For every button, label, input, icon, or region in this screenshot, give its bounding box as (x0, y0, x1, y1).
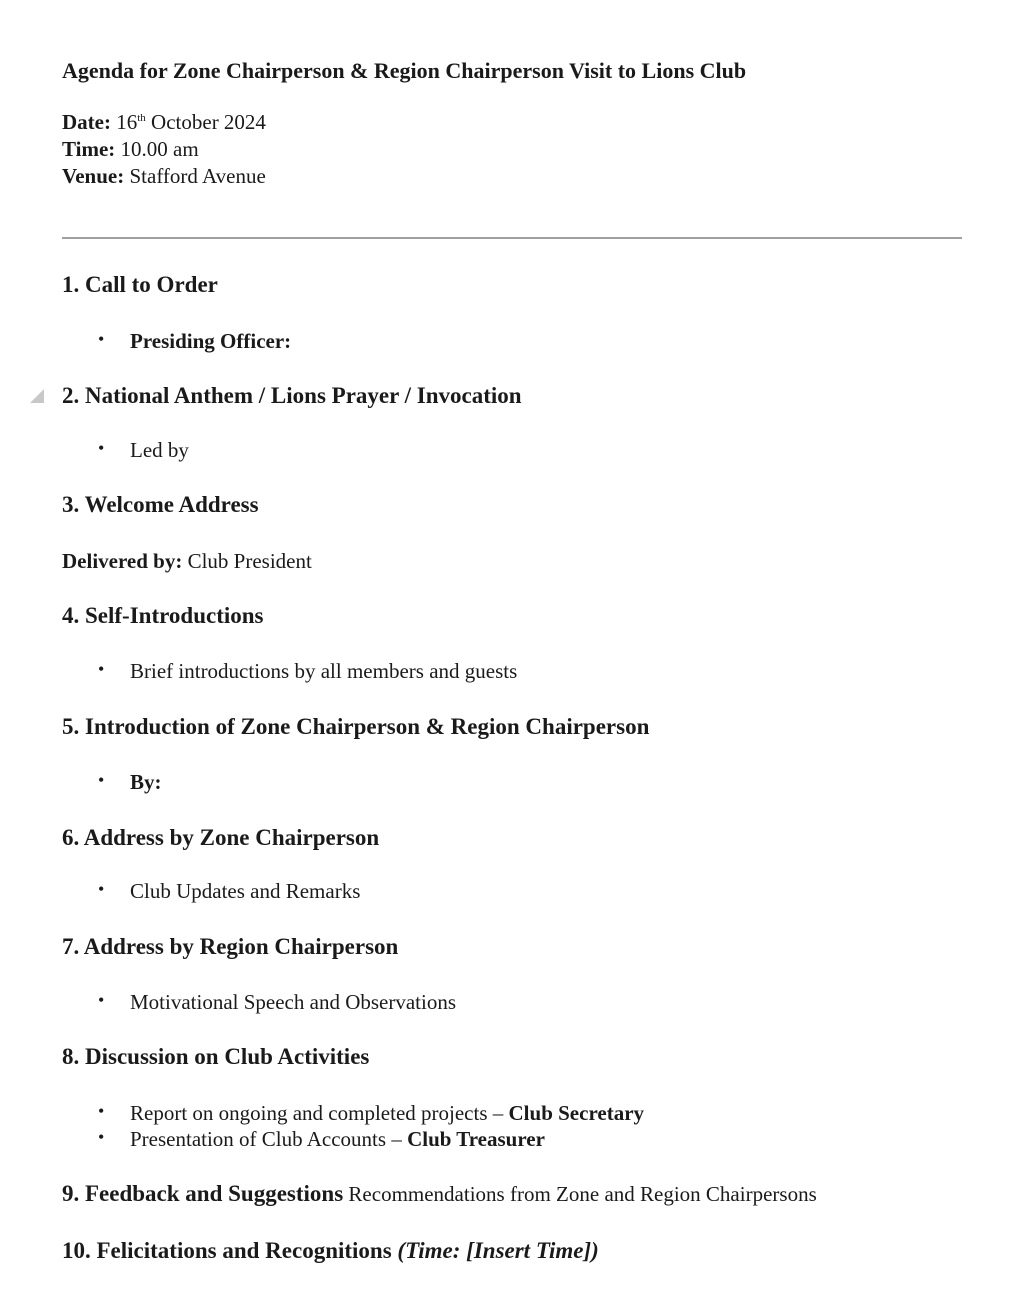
section-heading-2: 2. National Anthem / Lions Prayer / Invocation (62, 383, 522, 408)
date-rest: October 2024 (151, 110, 266, 134)
para-value: Club President (187, 549, 312, 573)
venue-label: Venue: (62, 164, 125, 188)
document-title: Agenda for Zone Chairperson & Region Chairperson Visit to Lions Club (62, 58, 747, 83)
bullet-bold: Presiding Officer: (130, 329, 292, 353)
section-heading-7: 7. Address by Region Chairperson (62, 934, 399, 959)
heading-inline-italic: (Time: [Insert Time]) (391, 1238, 599, 1263)
section-heading-9 (62, 1181, 817, 1207)
collapse-triangle-icon[interactable] (30, 389, 44, 403)
list-item (130, 770, 162, 795)
list-item (130, 1127, 545, 1152)
section-heading-3: 3. Welcome Address (62, 492, 259, 517)
heading-inline-text: Recommendations from Zone and Region Chairpersons (343, 1182, 817, 1206)
section-heading-1: 1. Call to Order (62, 272, 218, 297)
section-heading-10 (62, 1238, 599, 1264)
bullet-bold: Club Secretary (508, 1101, 645, 1125)
time-value: 10.00 am (120, 137, 199, 161)
list-item (130, 438, 189, 463)
bullet-sep: – (487, 1101, 509, 1125)
horizontal-rule (62, 237, 962, 239)
bullet-text: Presentation of Club Accounts (130, 1127, 387, 1151)
bullet-text: Report on ongoing and completed projects (130, 1101, 488, 1125)
para-label: Delivered by: (62, 549, 183, 573)
meta-venue (62, 164, 266, 189)
venue-value: Stafford Avenue (129, 164, 266, 188)
list-item (130, 990, 456, 1015)
bullet-text: Motivational Speech and Observations (130, 990, 457, 1014)
section-heading-4: 4. Self-Introductions (62, 603, 264, 628)
heading-text: 10. Felicitations and Recognitions (62, 1238, 392, 1263)
date-label: Date: (62, 110, 111, 134)
list-item (130, 659, 517, 684)
section-heading-5: 5. Introduction of Zone Chairperson & Region Chairperson (62, 714, 650, 739)
heading-text: 9. Feedback and Suggestions (62, 1181, 344, 1206)
section-heading-6: 6. Address by Zone Chairperson (62, 825, 380, 850)
date-day: 16 (116, 110, 138, 134)
bullet-text: Club Updates and Remarks (130, 879, 361, 903)
meta-date (62, 110, 266, 135)
list-item (130, 879, 360, 904)
date-suffix: th (137, 112, 146, 124)
section-heading-8: 8. Discussion on Club Activities (62, 1044, 370, 1069)
bullet-bold: By: (130, 770, 162, 794)
bullet-text: Led by (130, 438, 189, 462)
list-item (130, 329, 291, 354)
bullet-text: Brief introductions by all members and guests (130, 659, 518, 683)
meta-time (62, 137, 199, 162)
bullet-bold: Club Treasurer (407, 1127, 545, 1151)
bullet-sep: – (386, 1127, 408, 1151)
list-item (130, 1101, 644, 1126)
delivered-by-line (62, 549, 312, 574)
time-label: Time: (62, 137, 116, 161)
